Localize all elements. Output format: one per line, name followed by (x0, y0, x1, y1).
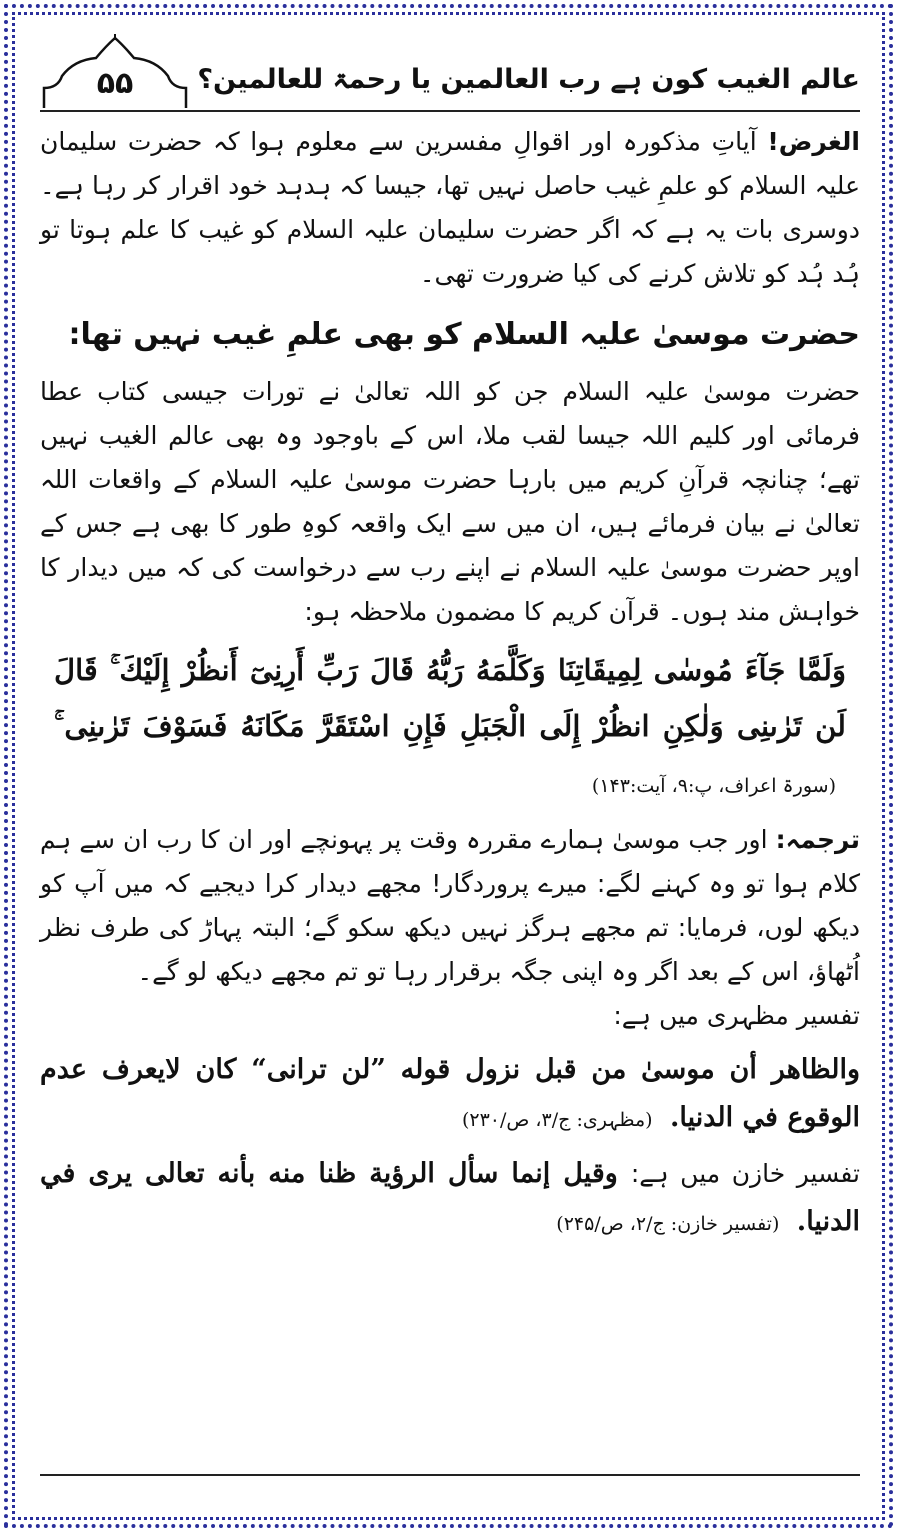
khazin-quote (40, 1150, 860, 1248)
khazin-intro: تفسیر خازن میں ہے: (630, 1159, 861, 1188)
page-header (40, 32, 860, 112)
page-number: ۵۵ (96, 66, 134, 101)
mazhari-arabic: والظاهر أن موسىٰ من قبل نزول قوله ”لن ترانی“ كان لايعرف عدم الوقوع في الدنيا. (40, 1054, 860, 1133)
translation-text: اور جب موسیٰ ہمارے مقررہ وقت پر پہونچے اور ان کا رب ان سے ہم کلام ہوا تو وہ کہنے لگے: میرے پروردگار! مجھے دیدار کرا دیجیے کہ میں آپ کو دیکھ لوں، فرمایا: تم مجھے ہرگز نہیں دیکھ سکو گے؛ البتہ پہاڑ کی طرف نظر اُٹھاؤ، اس کے بعد اگر وہ اپنی جگہ برقرار رہا تو تم مجھے دیکھ لو گے۔ (40, 825, 860, 986)
section-heading: حضرت موسیٰ علیہ السلام کو بھی علمِ غیب نہیں تھا: (68, 317, 860, 352)
page-body (40, 120, 860, 1248)
quran-reference: (سورۃ اعراف، پ:۹، آیت:۱۴۳) (591, 775, 836, 797)
translation-paragraph (40, 818, 860, 994)
musa-paragraph: حضرت موسیٰ علیہ السلام جن کو اللہ تعالیٰ نے تورات جیسی کتاب عطا فرمائی اور کلیم اللہ جیسا لقب ملا، اس کے باوجود وہ بھی عالم الغیب نہیں تھے؛ چنانچہ قرآنِ کریم میں بارہا حضرت موسیٰ علیہ السلام کے واقعات اللہ تعالیٰ نے بیان فرمائے ہیں، ان میں سے ایک واقعہ کوہِ طور کا بھی ہے جس کے اوپر حضرت موسیٰ علیہ السلام نے اپنے رب سے درخواست کی کہ میں دیدار کا خواہش مند ہوں۔ قرآن کریم کا مضمون ملاحظہ ہو: (40, 377, 860, 626)
quran-text: وَلَمَّا جَآءَ مُوسٰى لِمِيقَاتِنَا وَكَلَّمَهُ رَبُّهُ قَالَ رَبِّ أَرِنِىٓ أَنظُرْ إِلَيْكَ ۚ قَالَ لَن تَرٰىنِى وَلٰكِنِ انظُرْ إِلَى الْجَبَلِ فَإِنِ اسْتَقَرَّ مَكَانَهُ فَسَوْفَ تَرٰىنِى ۚ (54, 653, 846, 743)
khazin-arabic: وقيل إنما سأل الرؤية ظنا منه بأنه تعالى يرى في الدنيا. (40, 1158, 860, 1237)
running-title: عالم الغیب کون ہے رب العالمین یا رحمۃ للعالمین؟ (197, 64, 860, 95)
mazhari-intro: تفسیر مظہری میں ہے: (613, 1001, 860, 1030)
intro-paragraph (40, 120, 860, 296)
book-page (40, 32, 860, 1502)
mazhari-reference: (مظہری: ج/۳، ص/۲۳۰) (461, 1109, 653, 1131)
footer-rule (40, 1474, 860, 1476)
quran-verse (54, 642, 846, 814)
translation-lead: ترجمہ: (775, 825, 860, 854)
page-number-ornament (40, 32, 190, 110)
khazin-reference: (تفسیر خازن: ج/۲، ص/۲۴۵) (556, 1213, 780, 1235)
intro-lead: الغرض! (767, 127, 860, 156)
mazhari-quote (40, 1046, 860, 1144)
intro-text: آیاتِ مذکورہ اور اقوالِ مفسرین سے معلوم ہوا کہ حضرت سلیمان علیہ السلام کو علمِ غیب حاصل نہیں تھا، جیسا کہ ہدہد خود اقرار کر رہا ہے۔ دوسری بات یہ ہے کہ اگر حضرت سلیمان علیہ السلام کو غیب کا علم ہوتا تو ہُد ہُد کو تلاش کرنے کی کیا ضرورت تھی۔ (40, 127, 860, 288)
